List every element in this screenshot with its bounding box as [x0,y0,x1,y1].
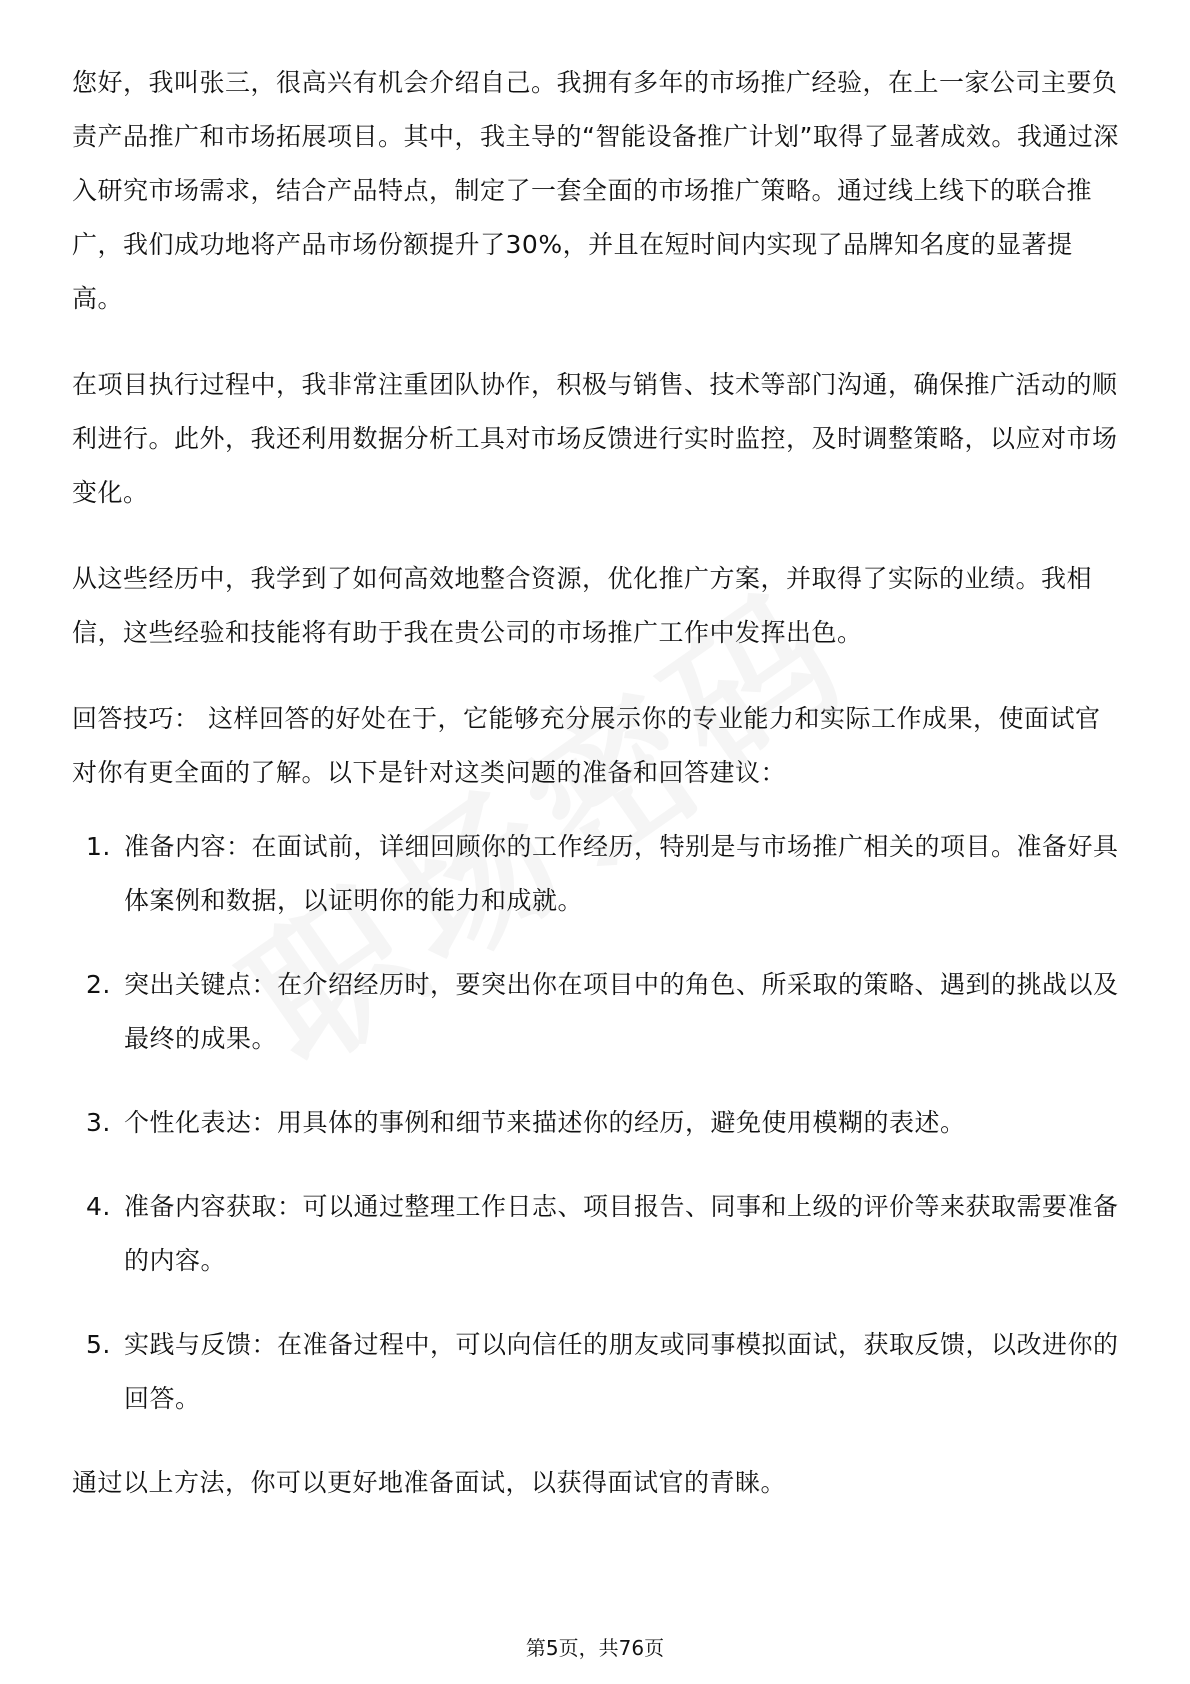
list-item [72,1096,1122,1150]
list-item-number: 1. [86,832,111,861]
list-item-text: 准备内容：在面试前，详细回顾你的工作经历，特别是与市场推广相关的项目。准备好具体案例和数据，以证明你的能力和成就。 [124,832,1119,915]
list-item [72,1180,1122,1288]
tips-intro-paragraph: 回答技巧： 这样回答的好处在于，它能够充分展示你的专业能力和实际工作成果，使面试官对你有更全面的了解。以下是针对这类问题的准备和回答建议： [72,704,1101,787]
list-item [72,1318,1122,1426]
list-item-text: 突出关键点：在介绍经历时，要突出你在项目中的角色、所采取的策略、遇到的挑战以及最终的成果。 [124,970,1119,1053]
teamwork-paragraph: 在项目执行过程中，我非常注重团队协作，积极与销售、技术等部门沟通，确保推广活动的顺利进行。此外，我还利用数据分析工具对市场反馈进行实时监控，及时调整策略，以应对市场变化。 [72,370,1118,507]
intro-paragraph: 您好，我叫张三，很高兴有机会介绍自己。我拥有多年的市场推广经验，在上一家公司主要负责产品推广和市场拓展项目。其中，我主导的“智能设备推广计划”取得了显著成效。我通过深入研究市场需求，结合产品特点，制定了一套全面的市场推广策略。通过线上线下的联合推广，我们成功地将产品市场份额提升了30%，并且在短时间内实现了品牌知名度的显著提高。 [72,68,1119,313]
list-item-number: 3. [86,1108,111,1137]
conclusion-paragraph: 通过以上方法，你可以更好地准备面试，以获得面试官的青睐。 [72,1468,787,1497]
document-body [72,56,1122,1542]
tips-list [72,820,1122,1426]
list-item-number: 5. [86,1330,111,1359]
list-item-text: 准备内容获取：可以通过整理工作日志、项目报告、同事和上级的评价等来获取需要准备的内容。 [124,1192,1119,1275]
list-item-text: 个性化表达：用具体的事例和细节来描述你的经历，避免使用模糊的表述。 [124,1108,966,1137]
list-item-number: 2. [86,970,111,999]
list-item [72,958,1122,1066]
list-item-number: 4. [86,1192,111,1221]
lessons-paragraph: 从这些经历中，我学到了如何高效地整合资源，优化推广方案，并取得了实际的业绩。我相信，这些经验和技能将有助于我在贵公司的市场推广工作中发挥出色。 [72,564,1093,647]
list-item [72,820,1122,928]
list-item-text: 实践与反馈：在准备过程中，可以向信任的朋友或同事模拟面试，获取反馈，以改进你的回答。 [124,1330,1119,1413]
page-number-footer: 第5页，共76页 [525,1636,665,1660]
